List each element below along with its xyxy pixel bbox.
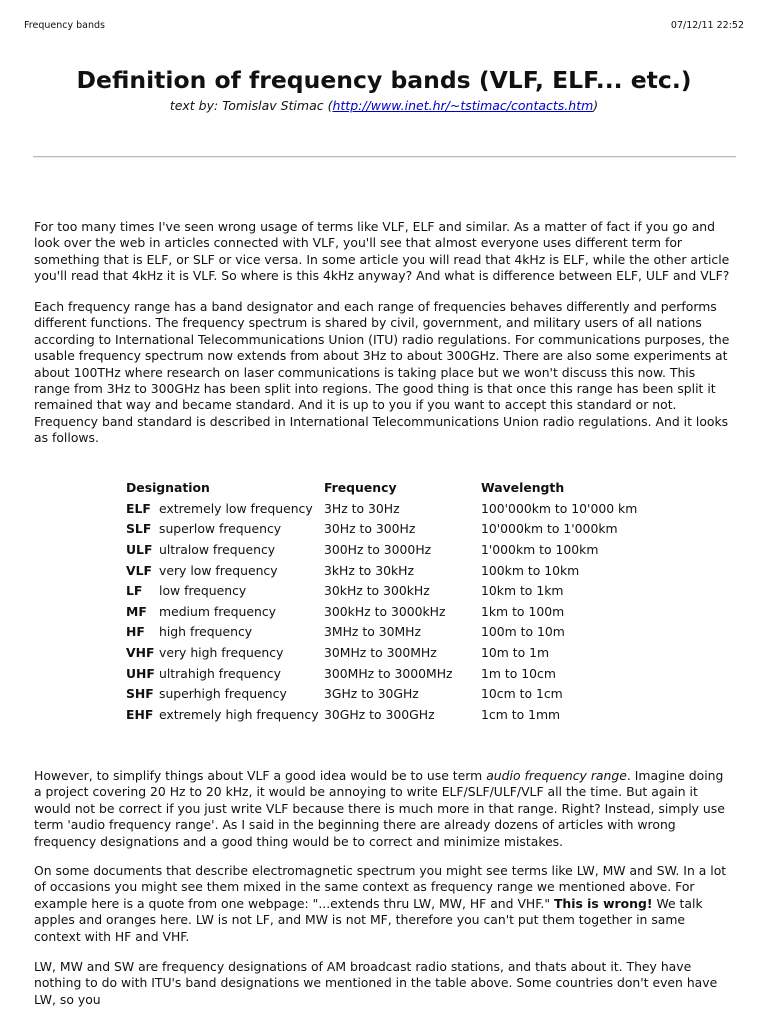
byline-prefix: text by: Tomislav Stimac (	[169, 98, 333, 113]
wavelength-cell: 100km to 10km	[481, 562, 580, 578]
column-header-wavelength: Wavelength	[481, 479, 565, 495]
frequency-cell: 30GHz to 300GHz	[324, 706, 435, 722]
emphasis-text: audio frequency range	[486, 768, 627, 783]
designation-cell	[126, 580, 324, 601]
table-row	[126, 539, 671, 560]
band-name: low frequency	[159, 583, 247, 599]
designation-cell	[126, 622, 324, 643]
column-header-designation: Designation	[126, 479, 210, 495]
frequency-cell: 30kHz to 300kHz	[324, 583, 430, 599]
band-name: superhigh frequency	[159, 686, 287, 702]
frequency-cell: 3MHz to 30MHz	[324, 624, 421, 640]
frequency-cell: 3kHz to 30kHz	[324, 562, 414, 578]
table-row	[126, 580, 671, 601]
band-code: VHF	[126, 644, 155, 660]
band-name: ultralow frequency	[159, 541, 276, 557]
table-row	[126, 642, 671, 663]
designation-cell	[126, 683, 324, 704]
designation-cell	[126, 704, 324, 725]
paragraph-text: On some documents that describe electromagnetic spectrum you might see terms like LW, MW and SW. In a lot of occasions you might see them mixed in the same context as frequency range we mentioned above. For example here is a quote from one webpage: "...extends thru LW, MW, HF and VHF."	[34, 863, 727, 911]
wavelength-cell: 100'000km to 10'000 km	[481, 500, 638, 516]
band-name: high frequency	[159, 624, 253, 640]
table-row	[126, 704, 671, 725]
band-code: HF	[126, 624, 145, 640]
page-title: Definition of frequency bands (VLF, ELF... etc.)	[76, 66, 692, 94]
band-code: SHF	[126, 686, 154, 702]
table-row	[126, 663, 671, 684]
table-row	[126, 519, 671, 540]
paragraph-text: However, to simplify things about VLF a good idea would be to use term	[34, 768, 487, 783]
table-row	[126, 622, 671, 643]
designation-cell	[126, 498, 324, 519]
band-name: medium frequency	[159, 603, 277, 619]
band-name: very low frequency	[159, 562, 278, 578]
wavelength-cell: 100m to 10m	[481, 624, 565, 640]
table-row	[126, 560, 671, 581]
band-code: EHF	[126, 706, 154, 722]
designation-cell	[126, 519, 324, 540]
wavelength-cell: 10cm to 1cm	[481, 686, 563, 702]
byline-suffix: )	[593, 98, 599, 113]
wavelength-cell: 10'000km to 1'000km	[481, 521, 618, 537]
designation-cell	[126, 539, 324, 560]
designation-cell	[126, 663, 324, 684]
audio-frequency-paragraph	[34, 768, 730, 850]
lw-mw-sw-paragraph	[34, 863, 730, 945]
frequency-cell: 300Hz to 3000Hz	[324, 541, 432, 557]
band-name: very high frequency	[159, 644, 284, 660]
horizontal-divider	[33, 156, 736, 158]
table-row	[126, 498, 671, 519]
band-code: ELF	[126, 500, 151, 516]
band-code: ULF	[126, 541, 153, 557]
author-contact-link[interactable]: http://www.inet.hr/~tstimac/contacts.htm	[332, 98, 594, 113]
wavelength-cell: 1km to 100m	[481, 603, 565, 619]
am-broadcast-paragraph: LW, MW and SW are frequency designations of AM broadcast radio stations, and thats about it. They have nothing to do with ITU's band designations we mentioned in the table above. Some countries don't even have LW, so you	[34, 959, 718, 1007]
header-datetime: 07/12/11 22:52	[670, 20, 744, 31]
band-code: SLF	[126, 521, 152, 537]
frequency-range-paragraph: Each frequency range has a band designator and each range of frequencies behaves differently and performs different functions. The frequency spectrum is shared by civil, government, and military users of all nations according to International Telecommunications Union (ITU) radio regulations. For communications purposes, the usable frequency spectrum now extends from about 3Hz to about 300GHz. There are also some experiments at about 100THz where research on laser communications is taking place but we won't discuss this now. This range from 3Hz to 300GHz has been split into regions. The good thing is that once this range has been split it remained that way and became standard. And it is up to you if you want to accept this standard or not. Frequency band standard is described in International Telecommunications Union radio regulations. And it looks as follows.	[34, 299, 730, 446]
band-name: ultrahigh frequency	[159, 665, 281, 681]
wavelength-cell: 1'000km to 100km	[481, 541, 599, 557]
byline	[0, 98, 768, 113]
intro-paragraph: For too many times I've seen wrong usage of terms like VLF, ELF and similar. As a matter of fact if you go and look over the web in articles connected with VLF, you'll see that almost everyone uses different term for something that is ELF, or SLF or vice versa. In some article you will read that 4kHz is ELF, while the other article you'll read that 4kHz it is VLF. So where is this 4kHz anyway? And what is difference between ELF, ULF and VLF?	[34, 219, 730, 284]
frequency-cell: 30MHz to 300MHz	[324, 644, 437, 660]
frequency-cell: 300MHz to 3000MHz	[324, 665, 453, 681]
frequency-cell: 3Hz to 30Hz	[324, 500, 400, 516]
wavelength-cell: 1cm to 1mm	[481, 706, 561, 722]
designation-cell	[126, 642, 324, 663]
wavelength-cell: 1m to 10cm	[481, 665, 556, 681]
table-row	[126, 683, 671, 704]
wavelength-cell: 10km to 1km	[481, 583, 564, 599]
band-name: extremely low frequency	[159, 500, 313, 516]
strong-text: This is wrong!	[553, 895, 653, 911]
paragraph-text: . Imagine doing a project covering 20 Hz to 20 kHz, it would be annoying to write ELF/SLF/ULF/VLF all the time. But again it would not be correct if you just write VLF because there is much more in that range. Right? Instead, simply use term 'audio frequency range'. As I said in the beginning there are already dozens of articles with wrong frequency designations and a good thing would be to correct and minimize mistakes.	[34, 768, 725, 849]
band-code: MF	[126, 603, 147, 619]
column-header-frequency: Frequency	[324, 479, 397, 495]
band-code: UHF	[126, 665, 155, 681]
frequency-bands-table	[126, 476, 671, 725]
designation-cell	[126, 560, 324, 581]
paragraph-text: We talk apples and oranges here. LW is not LF, and MW is not MF, therefore you can't put them together in same context with HF and VHF.	[34, 895, 703, 944]
print-header	[24, 20, 744, 31]
frequency-cell: 3GHz to 30GHz	[324, 686, 419, 702]
wavelength-cell: 10m to 1m	[481, 644, 550, 660]
band-code: LF	[126, 583, 143, 599]
band-code: VLF	[126, 562, 152, 578]
designation-cell	[126, 601, 324, 622]
header-title: Frequency bands	[24, 20, 105, 31]
frequency-cell: 300kHz to 3000kHz	[324, 603, 446, 619]
frequency-cell: 30Hz to 300Hz	[324, 521, 416, 537]
table-header-row	[126, 476, 671, 498]
band-name: superlow frequency	[159, 521, 282, 537]
band-name: extremely high frequency	[159, 706, 319, 722]
table-row	[126, 601, 671, 622]
